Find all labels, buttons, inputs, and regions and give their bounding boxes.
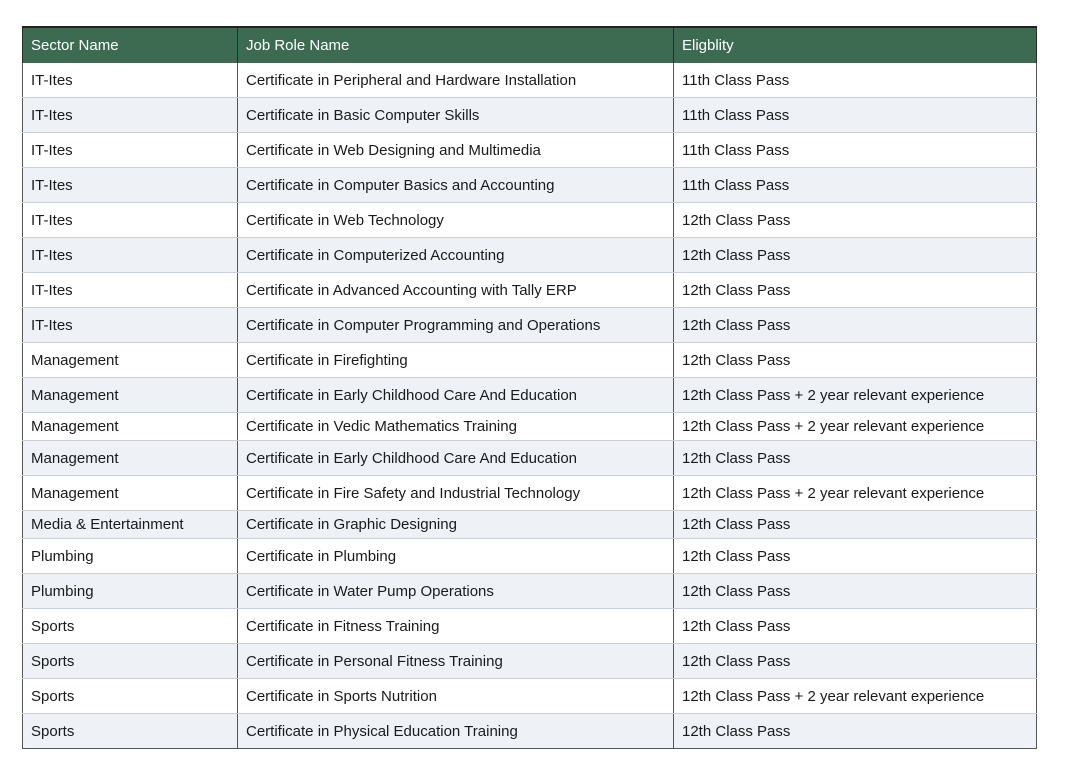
- cell-eligibility: 12th Class Pass + 2 year relevant experience: [674, 378, 1037, 413]
- cell-job-role-name: Certificate in Plumbing: [238, 539, 674, 574]
- cell-job-role-name: Certificate in Peripheral and Hardware Installation: [238, 63, 674, 98]
- table-row: [23, 609, 1037, 644]
- table-row: [23, 413, 1037, 441]
- table-row: [23, 476, 1037, 511]
- table-row: [23, 441, 1037, 476]
- table-body: [23, 63, 1037, 749]
- table-row: [23, 133, 1037, 168]
- cell-eligibility: 12th Class Pass: [674, 343, 1037, 378]
- cell-sector-name: Media & Entertainment: [23, 511, 238, 539]
- table-row: [23, 168, 1037, 203]
- job-roles-table-container: [22, 26, 1036, 749]
- cell-sector-name: IT-Ites: [23, 308, 238, 343]
- cell-job-role-name: Certificate in Vedic Mathematics Training: [238, 413, 674, 441]
- cell-job-role-name: Certificate in Basic Computer Skills: [238, 98, 674, 133]
- cell-sector-name: IT-Ites: [23, 273, 238, 308]
- cell-eligibility: 12th Class Pass + 2 year relevant experience: [674, 679, 1037, 714]
- table-row: [23, 574, 1037, 609]
- header-eligibility: Eligblity: [674, 27, 1037, 63]
- header-sector-name: Sector Name: [23, 27, 238, 63]
- cell-sector-name: Sports: [23, 644, 238, 679]
- cell-sector-name: Sports: [23, 679, 238, 714]
- cell-job-role-name: Certificate in Web Technology: [238, 203, 674, 238]
- cell-sector-name: Management: [23, 413, 238, 441]
- table-row: [23, 308, 1037, 343]
- cell-sector-name: IT-Ites: [23, 133, 238, 168]
- cell-job-role-name: Certificate in Early Childhood Care And Education: [238, 378, 674, 413]
- cell-eligibility: 12th Class Pass: [674, 609, 1037, 644]
- cell-job-role-name: Certificate in Fire Safety and Industrial Technology: [238, 476, 674, 511]
- table-row: [23, 714, 1037, 749]
- cell-job-role-name: Certificate in Computerized Accounting: [238, 238, 674, 273]
- table-row: [23, 679, 1037, 714]
- cell-job-role-name: Certificate in Computer Programming and Operations: [238, 308, 674, 343]
- cell-sector-name: Management: [23, 441, 238, 476]
- cell-job-role-name: Certificate in Water Pump Operations: [238, 574, 674, 609]
- cell-sector-name: IT-Ites: [23, 238, 238, 273]
- cell-job-role-name: Certificate in Fitness Training: [238, 609, 674, 644]
- cell-job-role-name: Certificate in Computer Basics and Accounting: [238, 168, 674, 203]
- cell-eligibility: 12th Class Pass: [674, 511, 1037, 539]
- cell-sector-name: Management: [23, 378, 238, 413]
- cell-eligibility: 12th Class Pass: [674, 273, 1037, 308]
- cell-eligibility: 12th Class Pass: [674, 644, 1037, 679]
- table-row: [23, 378, 1037, 413]
- cell-eligibility: 11th Class Pass: [674, 133, 1037, 168]
- cell-sector-name: Management: [23, 343, 238, 378]
- cell-eligibility: 12th Class Pass: [674, 441, 1037, 476]
- table-row: [23, 203, 1037, 238]
- table-row: [23, 273, 1037, 308]
- header-row: [23, 27, 1037, 63]
- cell-sector-name: IT-Ites: [23, 168, 238, 203]
- table-row: [23, 98, 1037, 133]
- cell-sector-name: Management: [23, 476, 238, 511]
- cell-eligibility: 11th Class Pass: [674, 98, 1037, 133]
- header-job-role-name: Job Role Name: [238, 27, 674, 63]
- table-header: [23, 27, 1037, 63]
- cell-eligibility: 12th Class Pass: [674, 203, 1037, 238]
- cell-job-role-name: Certificate in Firefighting: [238, 343, 674, 378]
- cell-sector-name: Sports: [23, 609, 238, 644]
- cell-eligibility: 12th Class Pass: [674, 714, 1037, 749]
- table-row: [23, 511, 1037, 539]
- cell-eligibility: 12th Class Pass: [674, 238, 1037, 273]
- table-row: [23, 644, 1037, 679]
- cell-sector-name: Plumbing: [23, 574, 238, 609]
- cell-job-role-name: Certificate in Advanced Accounting with Tally ERP: [238, 273, 674, 308]
- cell-eligibility: 12th Class Pass: [674, 308, 1037, 343]
- cell-eligibility: 12th Class Pass + 2 year relevant experience: [674, 413, 1037, 441]
- table-row: [23, 539, 1037, 574]
- cell-job-role-name: Certificate in Web Designing and Multimedia: [238, 133, 674, 168]
- cell-eligibility: 11th Class Pass: [674, 168, 1037, 203]
- cell-eligibility: 12th Class Pass: [674, 539, 1037, 574]
- table-row: [23, 238, 1037, 273]
- cell-eligibility: 11th Class Pass: [674, 63, 1037, 98]
- cell-job-role-name: Certificate in Early Childhood Care And Education: [238, 441, 674, 476]
- cell-sector-name: IT-Ites: [23, 98, 238, 133]
- cell-sector-name: IT-Ites: [23, 203, 238, 238]
- table-row: [23, 343, 1037, 378]
- cell-job-role-name: Certificate in Personal Fitness Training: [238, 644, 674, 679]
- cell-sector-name: IT-Ites: [23, 63, 238, 98]
- cell-sector-name: Sports: [23, 714, 238, 749]
- cell-job-role-name: Certificate in Sports Nutrition: [238, 679, 674, 714]
- cell-eligibility: 12th Class Pass + 2 year relevant experience: [674, 476, 1037, 511]
- table-row: [23, 63, 1037, 98]
- cell-job-role-name: Certificate in Physical Education Training: [238, 714, 674, 749]
- cell-job-role-name: Certificate in Graphic Designing: [238, 511, 674, 539]
- cell-eligibility: 12th Class Pass: [674, 574, 1037, 609]
- cell-sector-name: Plumbing: [23, 539, 238, 574]
- job-roles-table: [22, 26, 1037, 749]
